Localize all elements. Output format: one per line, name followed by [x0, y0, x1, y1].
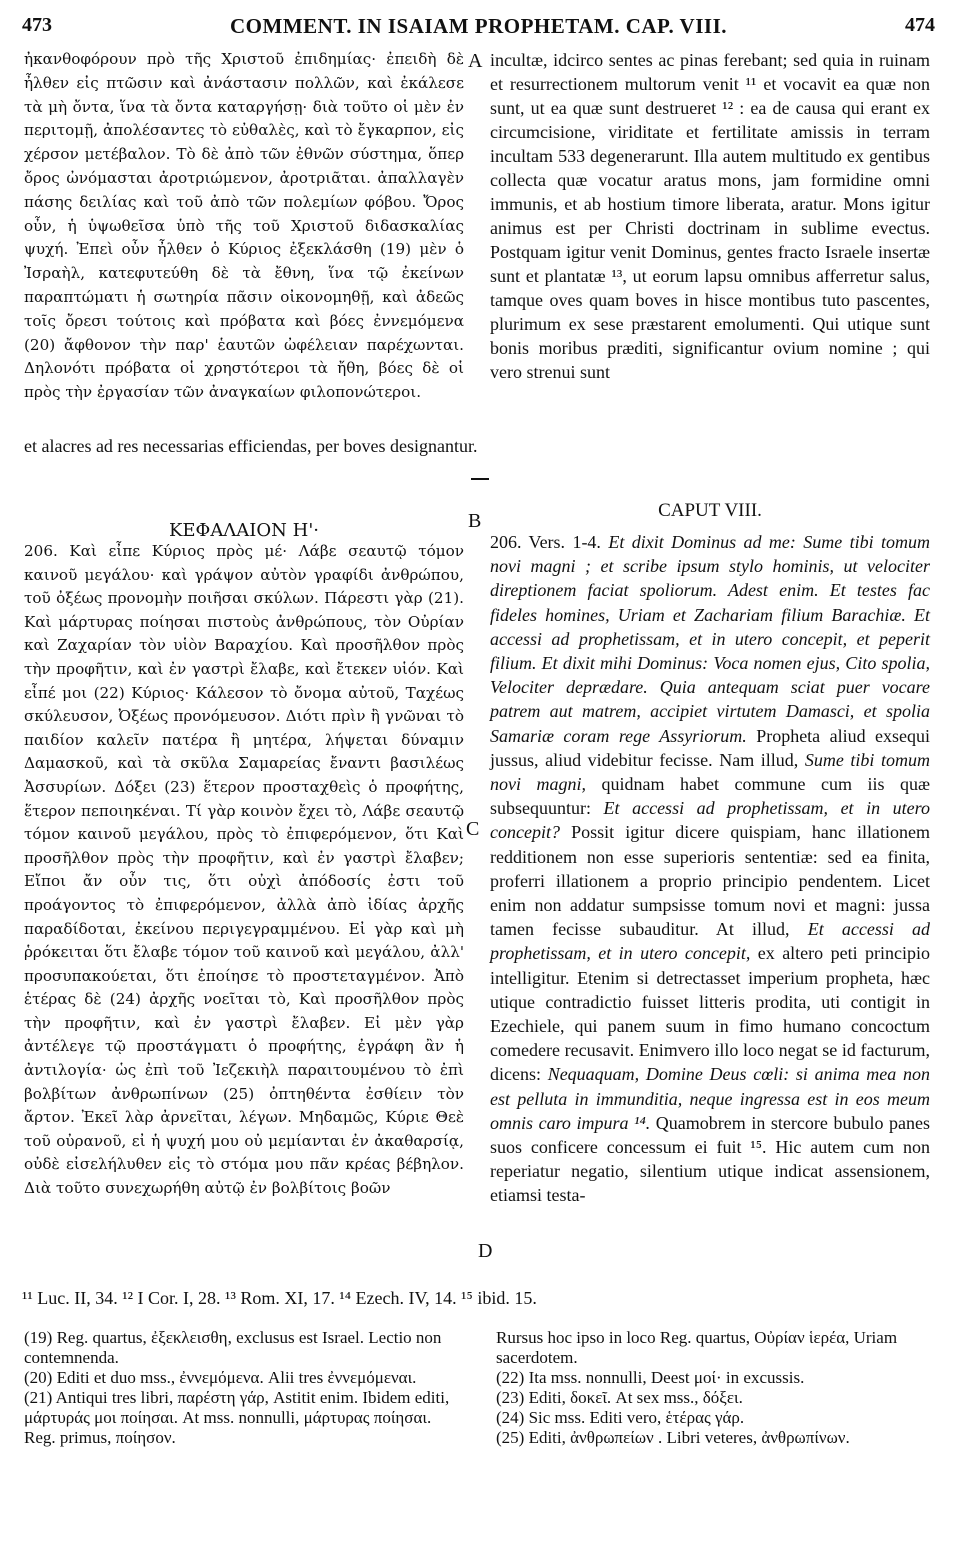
marker-a: A [468, 50, 483, 72]
latin-text-4: ex altero peti principio intelligitur. Etenim si detrectasset imperium propheta, hæc utique contradictio fuisset litteris prodita, uti contigit in Ezechiele, qui panem suum in fimo humano concoctum comedere recusavit. Enimvero illo loco negat se id facturum, dicens: [490, 943, 930, 1085]
chapter-latin-column [490, 530, 930, 1208]
notes-left [24, 1328, 464, 1448]
note-item: Rursus hoc ipso in loco Reg. quartus, Οὐρίαν ἱερέα, Uriam sacerdotem. [496, 1328, 898, 1367]
latin-text-3: Possit igitur dicere quispiam, hanc illationem redditionem non esse superioris sententiæ: sed ea finita, proferri illationem a proprio principio pendentem. Licet enim non addatur sumpsisse tomum novi et magni: jussa tamen fecisse subauditur. At illud, [490, 822, 930, 940]
scripture-footnotes: ¹¹ Luc. II, 34. ¹² I Cor. I, 28. ¹³ Rom. XI, 17. ¹⁴ Ezech. IV, 14. ¹⁵ ibid. 15. [22, 1288, 537, 1308]
top-greek-column: ἠκανθοφόρουν πρὸ τῆς Χριστοῦ ἐπιδημίας· ἐπειδὴ δὲ ἦλθεν εἰς πτῶσιν καὶ ἀνάστασιν πολλῶν, καὶ ἐκάλεσε τὰ μὴ ὄντα, ἵνα τὰ ὄντα καταργήσῃ· διὰ τοῦτο οἱ μὲν ἐν περιτομῇ, ἀπολέσαντες τὸ εὐθαλὲς, καὶ τὸ ἔγκαρπον, εἰς χέρσον μετέβαλον. Τὸ δὲ ἀπὸ τῶν ἐθνῶν σύστημα, ὅπερ ὄρος ὠνόμασται ἀροτριώμενον, ἀροτριᾶται. ἀπαλλαγὲν πάσης δειλίας καὶ τοῦ ἀπὸ τῶν πολεμίων φόβου. Ὄρος οὖν, ἡ ὑψωθεῖσα ὑπὸ τῆς τοῦ Χριστοῦ διδασκαλίας ψυχή. Ἐπεὶ οὖν ἦλθεν ὁ Κύριος ἐξεκλάσθη (19) μὲν ὁ Ἰσραὴλ, κατεφυτεύθη δὲ τὰ ἔθνη, ἵνα τῷ ἐκείνων παραπτώματι ἡ σωτηρία πᾶσιν οἰκονομηθῇ, καὶ ἀδεῶς τοῖς ὄρεσι τούτοις καὶ πρόβατα καὶ βόες ἐννεμόμενα (20) ἄφθονον τὴν παρ' ἑαυτῶν ὠφέλειαν παρέχωνται. Δηλονότι πρόβατα οἱ χρηστότεροι τὰ ἤθη, βόες δὲ οἱ πρὸς τὴν ἐργασίαν τῶν ἀναγκαίων φιλοπονώτεροι. [24, 50, 464, 402]
continuation-line: et alacres ad res necessarias efficiendas, per boves designantur. [24, 436, 478, 456]
running-header [22, 14, 935, 46]
latin-text-5: Quamobrem in stercore bubulo panes suos conficere concessum ei fuit ¹⁵. Hic autem cum non reperiatur negatio, silentium utique indicat assensionem, etiamsi testa- [490, 1112, 931, 1206]
verse-ref: 206. Vers. 1-4. [490, 532, 609, 552]
latin-quote-4: Et accessi ad prophetissam, et in utero concepit, [490, 919, 930, 964]
marker-b: B [468, 510, 482, 532]
chapter-greek-column: 206. Καὶ εἶπε Κύριος πρὸς μέ· Λάβε σεαυτῷ τόμον καινοῦ μεγάλου· καὶ γράψον αὐτὸν γραφίδι ἀνθρώπου, τοῦ ὀξέως προνομὴν ποιῆσαι σκύλων. Πάρεστι γὰρ (21). Καὶ μάρτυρας ποίησαι πιστοὺς ἀνθρώπους, τὸν Οὐρίαν καὶ Ζαχαρίαν τὸν υἱὸν Βαραχίου. Καὶ προσῆλθον πρὸς τὴν προφῆτιν, καὶ ἐν γαστρὶ ἔλαβε, καὶ ἔτεκεν υἱόν. Καὶ εἶπέ μοι (22) Κύριος· Κάλεσον τὸ ὄνομα αὐτοῦ, Ταχέως σκύλευσον, Ὀξέως προνόμευσον. Διότι πρὶν ἢ γνῶναι τὸ παιδίον καλεῖν πατέρα ἢ μητέρα, λήψεται δύναμιν Δαμασκοῦ, καὶ τὰ σκῦλα Σαμαρείας ἔναντι βασιλέως Ἀσσυρίων. Δόξει (23) ἕτερον προσταχθεὶς ὁ προφήτης, ἕτερον πεποιηκέναι. Τί γὰρ κοινὸν ἔχει τὸ, Λάβε σεαυτῷ τόμον καινοῦ μεγάλου, πρὸς τὸ ἐπιφερόμενον, ὅτι Καὶ προσῆλθον πρὸς τὴν προφῆτιν, καὶ ἐν γαστρὶ ἔλαβεν; Εἴποι ἄν οὖν τις, ὅτι οὐχὶ ἀπόδοσίς ἐστι τοῦ προάγοντος τὸ ἐπιφερόμενον, ἀλλὰ ἀπὸ ἰδίας ἀρχῆς παραδίδοται, ἐκείνου περιγεγραμμένου. Εἰ γὰρ καὶ μὴ ῥρόκειται ὅτι ἔλαβε τόμον τοῦ καινοῦ καὶ μεγάλου, ἀλλ' προσυπακούεται, ὅτι ἐποίησε τὸ προστεταγμένον. Ἀπὸ ἑτέρας δὲ (24) ἀρχῆς νοεῖται τὸ, Καὶ προσῆλθον πρὸς τὴν προφῆτιν, καὶ ἐν γαστρὶ ἔλαβεν. Εἰ μὲν γὰρ ἀντέλεγε τῷ προστάγματι ὁ προφήτης, ἐγράφη ἂν ἡ ἀντιλογία· ὡς ἐπὶ τοῦ Ἰεζεκιὴλ παραιτουμένου τὸ ἐπὶ βολβίτων ἀνθρωπίνων (25) ὀπτηθέντα ἐσθίειν τὸν ἄρτον. Ἐκεῖ λὰρ ἀρνεῖται, λέγων. Μηδαμῶς, Κύριε Θεὲ τοῦ οὐρανοῦ, εἰ ἡ ψυχή μου οὐ μεμίανται ἐν ἀκαθαρσίᾳ, οὐδὲ εἰσελήλυθεν εἰς τὸ στόμα μου πᾶν κρέας βέβηλον. Διὰ τοῦτο συνεχωρήθη αὐτῷ ἐν βολβίτοις βοῶν [24, 542, 464, 1198]
marker-d: D [478, 1240, 493, 1262]
note-item: (23) Editi, δοκεῖ. At sex mss., δόξει. [496, 1388, 743, 1407]
top-latin-column: incultæ, idcirco sentes ac pinas ferebant; sed quia in ruinam et resurrectionem multorum venit ¹¹ et vocavit ea quæ non sunt, ut ea quæ sunt destrueret ¹² : ea de causa qui erant ex circumcisione, viriditate et fertilitate amissis in terram incultam 533 degenerarunt. Illa autem multitudo ex gentibus collecta quæ vocatur aratus mons, jam formidine omni immunis, et ab hostium timore liberata, aratur. Mons igitur animus est per Christi doctrinam in sublime evectus. Postquam igitur venit Dominus, gentes fracto Israele insertæ sunt et plantatæ ¹³, ut eorum lapsu omnibus afferretur salus, tamque oves quam boves in hisce montibus tuto pascentes, plurimum ex sese præstarent emolumenti. Qui utique sunt bonis moribus præditi, significantur ovium nomine ; qui vero strenui sunt [490, 50, 930, 382]
latin-text-1: Propheta aliud exsequi jussus, aliud videbitur fecisse. Nam illud, [490, 725, 930, 770]
latin-text-2: quidnam habet commune cum iis quæ subsequuntur: [490, 774, 930, 819]
note-item: (24) Sic mss. Editi vero, ἑτέρας γάρ. [496, 1408, 745, 1427]
greek-chapter-heading: ΚΕΦΑΛΑΙΟΝ Η'· [168, 520, 320, 541]
section-divider [471, 478, 489, 480]
latin-quote-2: Sume tibi tomum novi magni, [490, 749, 930, 795]
marker-c: C [466, 818, 480, 840]
note-item: (22) Ita mss. nonnulli, Deest μοί· in excussis. [496, 1368, 805, 1387]
note-item: (25) Editi, ἀνθρωπείων . Libri veteres, ἀνθρωπίνων. [496, 1428, 850, 1447]
note-item: (20) Editi et duo mss., ἐννεμόμενα. Alii tres ἐννεμόμεναι. [24, 1368, 417, 1387]
page-number-right: 474 [905, 14, 935, 36]
latin-quote-1: Et dixit Dominus ad me: Sume tibi tomum novi magni ; et scribe ipsum stylo hominis, ut velociter direptionem faciat spoliorum. Adest enim. Et testes fac fideles homines, Uriam et Zachariam filium Barachiæ. Et accessi ad prophetissam, et in utero concepit, et peperit filium. Et dixit mihi Dominus: Voca nomen ejus, Cito spolia, Velociter deprædare. Quia antequam sciat puer vocare patrem aut matrem, accipiet virtutem Damasci, et spolia Samariæ coram rege Assyriorum. [490, 532, 930, 746]
latin-chapter-heading: CAPUT VIII. [658, 500, 762, 521]
notes-right [496, 1328, 936, 1448]
latin-quote-5: Nequaquam, Domine Deus cœli: si anima mea non est pelluta in immunditia, neque ingressa est in eos meum omnis caro impura ¹⁴. [490, 1064, 930, 1133]
latin-quote-3: Et accessi ad prophetissam, et in utero concepit? [490, 798, 930, 843]
page-number-left: 473 [22, 14, 52, 36]
note-item: (21) Antiqui tres libri, παρέστη γάρ, Astitit enim. Ibidem editi, μάρτυράς μοι ποίησαι. At mss. nonnulli, μάρτυρας ποίησαι. Reg. primus, ποίησον. [24, 1388, 450, 1447]
note-item: (19) Reg. quartus, ἐξεκλεισθη, exclusus est Israel. Lectio non contemnenda. [24, 1328, 442, 1367]
running-title: COMMENT. IN ISAIAM PROPHETAM. CAP. VIII. [230, 14, 727, 38]
